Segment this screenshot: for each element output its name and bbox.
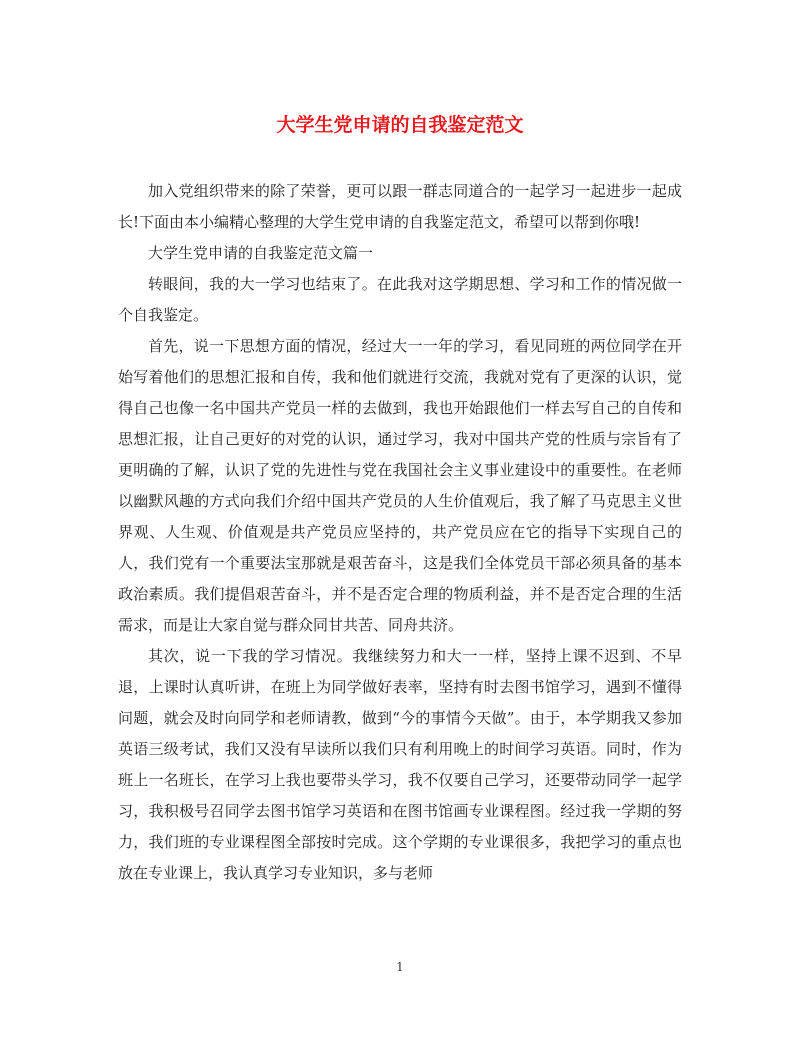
document-title: 大学生党申请的自我鉴定范文	[276, 114, 524, 136]
page-number: 1	[396, 960, 404, 974]
document-body	[118, 176, 682, 889]
paragraph-study: 其次，说一下我的学习情况。我继续努力和大一一样，坚持上课不迟到、不早退，上课时认真听讲，在班上为同学做好表率，坚持有时去图书馆学习，遇到不懂得问题，就会及时向同学和老师请教，做到“今的事情今天做”。由于，本学期我又参加英语三级考试，我们又没有早读所以我们只有利用晚上的时间学习英语。同时，作为班上一名班长，在学习上我也要带头学习，我不仅要自己学习，还要带动同学一起学习，我积极号召同学去图书馆学习英语和在图书馆画专业课程图。经过我一学期的努力，我们班的专业课程图全部按时完成。这个学期的专业课很多，我把学习的重点也放在专业课上，我认真学习专业知识，多与老师	[118, 647, 682, 882]
section-heading: 大学生党申请的自我鉴定范文篇一	[148, 244, 374, 262]
paragraph-opening: 转眼间，我的大一学习也结束了。在此我对这学期思想、学习和工作的情况做一个自我鉴定。	[118, 275, 682, 324]
paragraph-intro: 加入党组织带来的除了荣誉，更可以跟一群志同道合的一起学习一起进步一起成长!下面由本小编精心整理的大学生党申请的自我鉴定范文，希望可以帮到你哦!	[118, 182, 682, 231]
paragraph-thought: 首先，说一下思想方面的情况，经过大一一年的学习，看见同班的两位同学在开始写着他们的思想汇报和自传，我和他们就进行交流，我就对党有了更深的认识，觉得自己也像一名中国共产党员一样的去做到，我也开始跟他们一样去写自己的自传和思想汇报，让自己更好的对党的认识，通过学习，我对中国共产党的性质与宗旨有了更明确的了解，认识了党的先进性与党在我国社会主义事业建设中的重要性。在老师以幽默风趣的方式向我们介绍中国共产党员的人生价值观后，我了解了马克思主义世界观、人生观、价值观是共产党员应坚持的，共产党员应在它的指导下实现自己的人，我们党有一个重要法宝那就是艰苦奋斗，这是我们全体党员干部必须具备的基本政治素质。我们提倡艰苦奋斗，并不是否定合理的物质利益，并不是否定合理的生活需求，而是让大家自觉与群众同甘共苦、同舟共济。	[118, 337, 682, 634]
